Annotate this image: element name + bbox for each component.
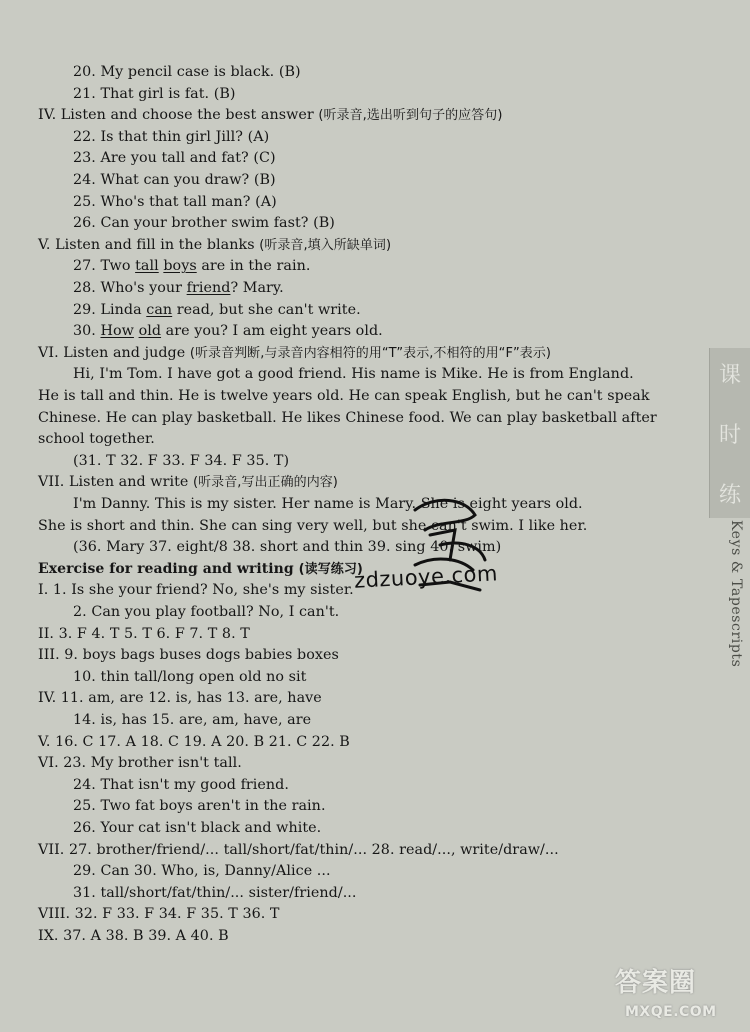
answer-line <box>73 884 357 902</box>
line-text: 30. <box>73 323 101 340</box>
answer-line <box>73 193 277 211</box>
filled-blank: How <box>100 323 134 340</box>
handwritten-watermark-icon <box>395 490 505 620</box>
answer-line <box>73 668 306 686</box>
line-text: 25. Who's that tall man? (A) <box>73 193 277 210</box>
line-text: 20. My pencil case is black. (B) <box>73 64 301 80</box>
line-text: 25. Two fat boys aren't in the rain. <box>73 798 326 815</box>
answer-line <box>38 387 650 405</box>
filled-blank: boys <box>163 258 197 275</box>
filled-blank: friend <box>186 280 231 296</box>
line-text: III. 9. boys bags buses dogs babies boxes <box>38 647 339 664</box>
answer-line <box>38 473 338 492</box>
answer-line <box>38 905 280 923</box>
line-text: IV. 11. am, are 12. is, has 13. are, have <box>38 690 322 707</box>
answer-line <box>38 646 339 664</box>
line-text: 10. thin tall/long open old no sit <box>73 668 307 685</box>
answer-line <box>73 495 583 513</box>
answer-line <box>38 236 391 255</box>
answer-line <box>38 927 229 945</box>
line-text: 24. What can you draw? (B) <box>73 172 276 188</box>
answer-line <box>38 689 322 707</box>
chinese-instruction: (听录音判断,与录音内容相符的用“T”表示,不相符的用“F”表示) <box>189 345 551 361</box>
answer-line <box>73 149 276 167</box>
line-text: 23. Are you tall and fat? (C) <box>73 150 276 167</box>
answer-line <box>73 279 284 297</box>
answer-line <box>38 560 363 579</box>
line-text: VI. 23. My brother isn't tall. <box>38 755 242 772</box>
line-text: VIII. 32. F 33. F 34. F 35. T 36. T <box>38 906 280 923</box>
line-text: 26. Can your brother swim fast? (B) <box>73 215 335 232</box>
line-text: 22. Is that thin girl Jill? (A) <box>73 128 270 145</box>
line-text: IV. Listen and choose the best answer <box>38 107 319 124</box>
answer-line <box>38 409 657 427</box>
keys-tapescripts-label: Keys & Tapescripts <box>728 520 744 668</box>
answer-line <box>73 862 331 880</box>
line-text: II. 3. F 4. T 5. T 6. F 7. T 8. T <box>38 625 250 642</box>
filled-blank: tall <box>135 258 159 275</box>
answer-line <box>73 603 339 621</box>
answer-line <box>38 841 559 859</box>
line-text: are you? I am eight years old. <box>161 323 383 340</box>
chinese-instruction: (听录音,选出听到句子的应答句) <box>318 108 503 124</box>
answer-line <box>73 257 310 275</box>
line-text: read, but she can't write. <box>172 301 361 318</box>
line-text: He is tall and thin. He is twelve years old. He can speak English, but he can't speak <box>38 388 650 404</box>
line-text: IX. 37. A 38. B 39. A 40. B <box>38 928 229 944</box>
answer-line <box>38 344 551 363</box>
line-text: I. 1. Is she your friend? No, she's my sister. <box>38 582 354 599</box>
answer-line <box>73 85 236 103</box>
answer-line <box>73 819 321 837</box>
line-text: V. 16. C 17. A 18. C 19. A 20. B 21. C 22. B <box>38 733 350 750</box>
line-text: Hi, I'm Tom. I have got a good friend. His name is Mike. He is from England. <box>73 366 634 383</box>
answer-line <box>73 365 634 383</box>
line-text: ? Mary. <box>230 280 284 296</box>
answer-line <box>38 733 350 751</box>
line-text: She is short and thin. She can sing very well, but she can't swim. I like her. <box>38 517 588 534</box>
line-text: are in the rain. <box>196 258 311 275</box>
answer-line <box>73 322 383 340</box>
filled-blank: old <box>138 323 162 340</box>
chinese-instruction: (听录音,写出正确的内容) <box>193 475 338 491</box>
line-text: school together. <box>38 431 155 448</box>
answer-line <box>38 581 354 599</box>
chinese-instruction: (读写练习) <box>298 561 363 577</box>
answer-line <box>73 128 269 146</box>
line-text: 2. Can you play football? No, I can't. <box>73 604 340 620</box>
line-text: 27. Two <box>73 258 136 275</box>
answer-line <box>38 106 502 125</box>
corner-url: MXQE.COM <box>625 1004 717 1020</box>
side-tab-char: 课 <box>718 363 741 388</box>
line-text: I'm Danny. This is my sister. Her name is Mary. She is eight years old. <box>73 496 583 512</box>
filled-blank: can <box>146 301 173 318</box>
answer-line <box>73 452 289 470</box>
line-text: VII. Listen and write <box>38 474 193 491</box>
line-text: 24. That isn't my good friend. <box>73 776 289 793</box>
side-tab-char: 练 <box>718 483 741 508</box>
line-text: 21. That girl is fat. (B) <box>73 85 236 102</box>
corner-logo: 答案圈 <box>615 968 697 998</box>
line-text: 31. tall/short/fat/thin/... sister/friend/... <box>73 884 357 901</box>
answer-line <box>73 776 289 794</box>
answer-line <box>73 797 326 815</box>
answer-line <box>38 430 155 448</box>
line-text: 26. Your cat isn't black and white. <box>73 820 322 836</box>
line-text: 28. Who's your <box>73 280 187 296</box>
side-tab-char: 时 <box>718 423 741 448</box>
line-text: Chinese. He can play basketball. He likes Chinese food. We can play basketball after <box>38 409 657 426</box>
line-text: VII. 27. brother/friend/... tall/short/fat/thin/... 28. read/..., write/draw/... <box>38 841 559 858</box>
watermark-handwriting: zdzuoye.com <box>353 561 499 593</box>
line-text: (31. T 32. F 33. F 34. F 35. T) <box>73 452 290 469</box>
line-text: Exercise for reading and writing <box>38 560 299 577</box>
answer-line <box>73 711 311 729</box>
line-text: VI. Listen and judge <box>38 344 190 361</box>
line-text: 14. is, has 15. are, am, have, are <box>73 712 312 728</box>
line-text: V. Listen and fill in the blanks <box>38 236 260 253</box>
line-text: 29. Linda <box>73 301 147 318</box>
answer-line <box>73 301 361 319</box>
line-text: 29. Can 30. Who, is, Danny/Alice ... <box>73 863 331 880</box>
line-text: (36. Mary 37. eight/8 38. short and thin 39. sing 40. swim) <box>73 539 502 556</box>
answer-line <box>73 63 301 81</box>
answer-line <box>73 214 335 232</box>
answer-line <box>38 625 250 643</box>
answer-line <box>38 754 242 772</box>
chinese-instruction: (听录音,填入所缺单词) <box>259 237 392 253</box>
answer-line <box>73 171 276 189</box>
